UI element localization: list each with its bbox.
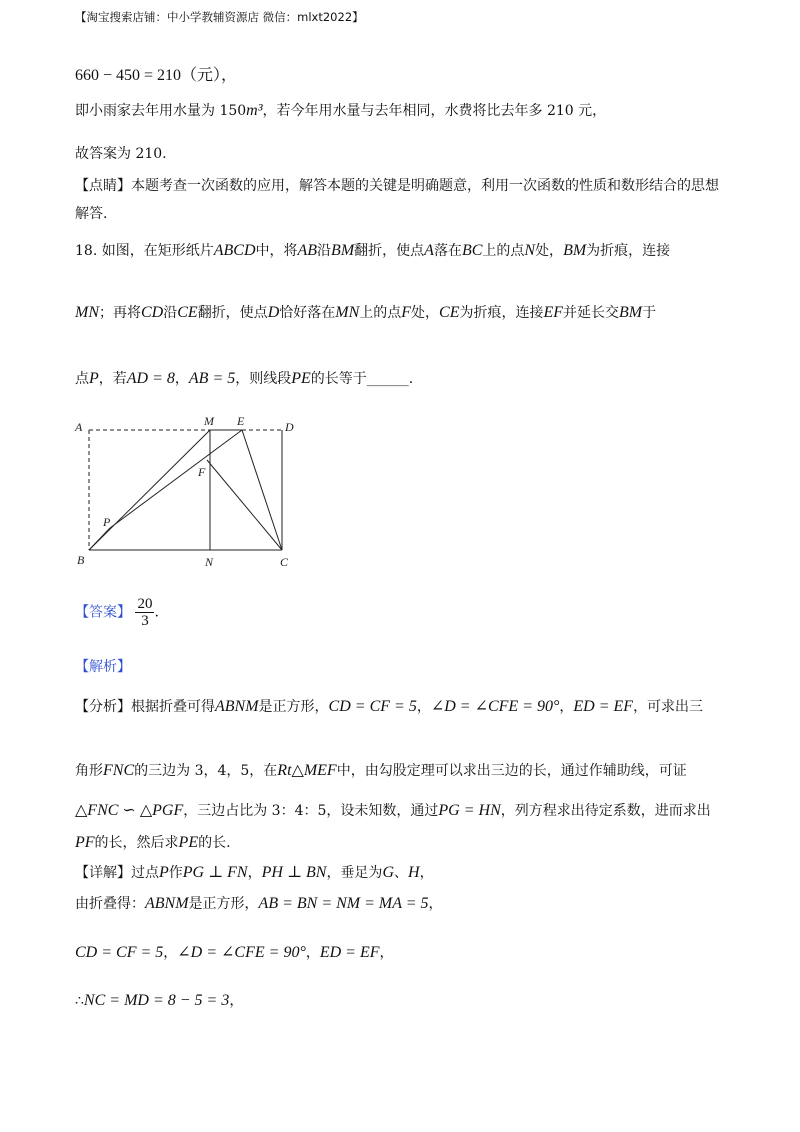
math: NC = MD = 8 − 5 = 3	[83, 992, 230, 1009]
page-header: 【淘宝搜索店铺：中小学教辅资源店 微信：mlxt2022】	[75, 10, 364, 24]
detail-line-4	[75, 990, 243, 1010]
analysis-line-2	[75, 760, 687, 780]
math: AB = 5	[188, 370, 236, 387]
segment-EC	[242, 430, 282, 550]
text: 上的点	[359, 305, 402, 321]
text: 并延长交	[563, 305, 620, 321]
text: ；再将	[99, 305, 141, 321]
label-P: P	[103, 515, 111, 529]
text: ，三边占比为 3：4：5，设未知数，通过	[183, 803, 439, 819]
text-line-3: 故答案为 210.	[75, 146, 167, 162]
text: 落在	[433, 243, 462, 259]
text: 处，	[411, 305, 440, 321]
text-line-1	[75, 62, 237, 85]
text: 由折叠得：	[75, 896, 145, 912]
text: ，可求出三	[633, 699, 704, 715]
label-M: M	[204, 414, 214, 428]
text: 处，	[535, 243, 564, 259]
text: 18. 如图，在矩形纸片	[75, 243, 214, 259]
math: PF	[75, 834, 95, 851]
detail-line-1	[75, 862, 434, 882]
text: 为折痕，连接	[586, 243, 671, 259]
tag-answer: 【答案】	[75, 604, 131, 621]
text: ，	[174, 371, 189, 387]
text: 于	[642, 305, 657, 321]
text: ，	[428, 896, 443, 912]
equation: 660 − 450 = 210（元），	[75, 67, 238, 84]
math: ABNM	[215, 698, 259, 715]
text-line-2	[75, 100, 606, 120]
math: P	[159, 864, 169, 881]
fraction-numerator: 20	[137, 596, 153, 612]
math: PE	[291, 370, 311, 387]
math: N	[524, 242, 536, 259]
math: AB = BN = NM = MA = 5	[258, 895, 429, 912]
question-line-3	[75, 368, 413, 388]
math: PE	[178, 834, 199, 851]
text: 的长，然后求	[94, 835, 179, 851]
text: ，	[559, 699, 574, 715]
text: 本题考查一次函数的应用，解答本题的关键是明确题意，利用一次函数的性质和数形结合的思想	[131, 178, 719, 194]
segment-BM	[89, 430, 210, 550]
detail-line-3	[75, 942, 394, 962]
math: BM	[619, 304, 643, 321]
text: 上的点	[482, 243, 525, 259]
math: ABNM	[145, 895, 189, 912]
math: BM	[331, 242, 355, 259]
math: G	[382, 864, 394, 881]
math: PG = HN	[438, 802, 501, 819]
text: 为折痕，连接	[459, 305, 544, 321]
analysis-line-1	[75, 696, 703, 716]
text: ，若	[98, 371, 127, 387]
text: 翻折，使点	[354, 243, 425, 259]
geometry-figure	[72, 410, 312, 575]
math: CD	[141, 304, 164, 321]
tag-detail: 【详解】	[75, 865, 131, 881]
text: 沿	[163, 305, 178, 321]
label-D: D	[285, 420, 294, 434]
text: 中，将	[255, 243, 298, 259]
math: CE	[177, 304, 198, 321]
math: CD = CF = 5	[75, 944, 164, 961]
math: BM	[563, 242, 587, 259]
tag-jiexi: 【解析】	[75, 659, 131, 675]
segment-PB	[89, 528, 110, 550]
math: F	[401, 304, 412, 321]
math: MN	[75, 304, 99, 321]
text: ，	[163, 945, 178, 961]
text-line-5: 解答.	[75, 206, 108, 222]
text: 是正方形，	[188, 896, 259, 912]
segment-FC	[207, 460, 282, 550]
math: ED = EF	[573, 698, 634, 715]
math: PG ⊥ FN	[182, 864, 248, 881]
text: 是正方形，	[258, 699, 329, 715]
text: ，则线段	[235, 371, 292, 387]
label-F: F	[198, 465, 206, 479]
math: AD = 8	[126, 370, 175, 387]
label-C: C	[280, 555, 289, 569]
text: ，	[229, 993, 244, 1009]
answer-fraction	[135, 596, 154, 629]
label-E: E	[237, 414, 245, 428]
text: 点	[75, 371, 89, 387]
math: MN	[335, 304, 360, 321]
unit: m³	[246, 102, 263, 119]
text: ，	[419, 865, 434, 881]
text: 过点	[131, 865, 159, 881]
label-B: B	[77, 553, 85, 567]
math: A	[424, 242, 434, 259]
math: ED = EF	[319, 944, 380, 961]
math: Rt△MEF	[277, 762, 337, 779]
text: 、	[394, 865, 408, 881]
text: ，	[247, 865, 262, 881]
fraction-denominator: 3	[141, 613, 149, 629]
math: ABCD	[213, 242, 256, 259]
text: 作	[168, 865, 183, 881]
math: △FNC ∽ △PGF	[75, 802, 184, 819]
math: ∠D = ∠CFE = 90°	[177, 944, 306, 961]
label-A: A	[75, 420, 83, 434]
math: ∠D = ∠CFE = 90°	[430, 698, 560, 715]
tag-dianjing: 【点睛】	[75, 178, 131, 194]
math: PH ⊥ BN	[261, 864, 327, 881]
text: ，列方程求出待定系数，进而求出	[500, 803, 711, 819]
text: 沿	[317, 243, 332, 259]
text: ，若今年用水量与去年相同，水费将比去年多 210 元，	[262, 103, 607, 119]
label-N: N	[205, 555, 214, 569]
analysis-line-4	[75, 832, 231, 852]
question-line-2	[75, 302, 656, 322]
math: AB	[297, 242, 318, 259]
text: 的三边为 3，4，5，在	[134, 763, 278, 779]
analysis-line-3	[75, 800, 711, 820]
text: .	[154, 604, 159, 621]
math: H	[408, 864, 420, 881]
text: 角形	[75, 763, 103, 779]
answer-line	[75, 596, 159, 629]
question-line-1	[75, 240, 670, 260]
text: 恰好落在	[279, 305, 336, 321]
math: FNC	[103, 762, 135, 779]
math: EF	[543, 304, 564, 321]
text: 的长等于______.	[310, 371, 414, 387]
math: P	[89, 370, 99, 387]
therefore-symbol: ∴	[75, 993, 84, 1009]
text: ，	[379, 945, 394, 961]
text: 根据折叠可得	[131, 699, 215, 715]
text: 的长.	[198, 835, 231, 851]
math: BC	[461, 242, 483, 259]
text: 翻折，使点	[197, 305, 268, 321]
math: CE	[439, 304, 460, 321]
text: ，垂足为	[326, 865, 383, 881]
text: 即小雨家去年用水量为 150	[75, 103, 247, 119]
tag-analysis: 【分析】	[75, 699, 131, 715]
detail-line-2	[75, 893, 443, 913]
text-line-4	[75, 175, 719, 195]
text: ，	[416, 699, 431, 715]
math: D	[267, 304, 280, 321]
text: 中，由勾股定理可以求出三边的长，通过作辅助线，可证	[336, 763, 687, 779]
math: CD = CF = 5	[328, 698, 417, 715]
text: ，	[305, 945, 320, 961]
